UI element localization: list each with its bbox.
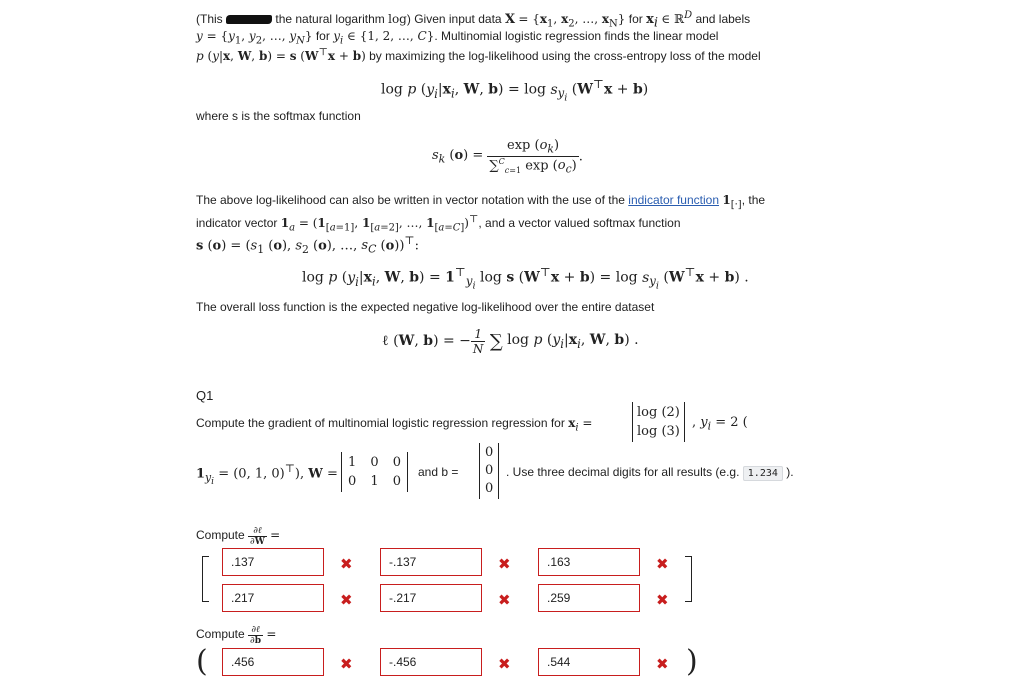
incorrect-icon: ✖ (656, 655, 669, 673)
grad-w-input-r1c3[interactable] (538, 548, 640, 576)
incorrect-icon: ✖ (498, 655, 511, 673)
vector-log-likelihood-equation: log p ($y_i|x_i$, W, $b) = 1^⊤_{y_i}$ log s $(W^⊤x + b) = \log s_{y_i}$ (W⊤x + b) . (302, 265, 749, 292)
matrix-right-bracket (685, 556, 692, 602)
example-code: 1.234 (743, 466, 783, 481)
instructions (506, 465, 794, 479)
incorrect-icon: ✖ (340, 655, 353, 673)
label-value: , $y_i = 2$ ( (692, 415, 748, 433)
vector-softmax-definition: s $(o) = (s_1$ (o), $s_2$ (o), …, $s_C$ (o))⊤: (196, 234, 419, 256)
incorrect-icon: ✖ (340, 555, 353, 573)
loss-equation: ℓ (W, b) = − $\frac{1}{N}$ ∑ log p ($y_i|x_i$, W, b) . (382, 327, 639, 356)
grad-w-input-r1c2[interactable] (380, 548, 482, 576)
indicator-function-link[interactable]: indicator function (628, 193, 720, 207)
intro-line-3: p (y|x, W, b) = s (W⊤x + b) by maximizing the log-likelihood using the cross-entropy loss of the model (196, 47, 761, 63)
grad-b-input-2[interactable] (380, 648, 482, 676)
grad-w-input-r2c1[interactable] (222, 584, 324, 612)
intro-text: the natural logarithm (275, 12, 385, 26)
instructions-text: . Use three decimal digits for all results (e.g. (506, 465, 740, 479)
softmax-equation: $s_k$ (o) = $\frac{\exp (o_k)}{\sum^C_{c=1} \exp (o_c)}$ . (432, 138, 583, 176)
intro-text: for (628, 12, 643, 26)
intro-text: and labels (695, 12, 751, 26)
intro-line-1: (This the natural logarithm log) Given input data $X = \{x_1$, $x_2$, …, $x_N$} for $x_i$ ∈ ℝ$^D$ and labels (196, 10, 751, 31)
grad-b-input-1[interactable] (222, 648, 324, 676)
vector-text: , the (741, 193, 766, 207)
instructions-text: ). (786, 465, 794, 479)
intro-text: ) Given input data (406, 12, 502, 26)
intro-line-2: $y = \{y_1$, $y_2$, …, $y_N$} for $y_i$ ∈ {1, 2, …, C}. Multinomial logistic regression finds the linear model (196, 29, 719, 47)
vector-text: , and a vector valued softmax function (478, 216, 681, 230)
grad-w-input-r2c3[interactable] (538, 584, 640, 612)
compute-label: Compute (196, 627, 245, 642)
incorrect-icon: ✖ (340, 591, 353, 609)
grad-w-prompt: Compute $\frac{\text{∂ℓ}}{\partial W}$ = (196, 526, 281, 547)
overall-loss-text: The overall loss function is the expected negative log-likelihood over the entire dataset (196, 300, 655, 314)
input-vector-matrix: log (2) log (3) (632, 402, 685, 442)
matrix-left-bracket (202, 556, 209, 602)
vector-notation-line-2: indicator vector $1_a = (1_{[a=1]}$, $1_{[a=2]}$, …, $1_{[a=C]})^⊤$, and a vector valued softmax function (196, 214, 681, 234)
vector-left-paren: ( (196, 644, 208, 679)
intro-text: for (315, 29, 330, 43)
grad-b-prompt: Compute $\frac{\text{∂ℓ}}{\partial b}$ = (196, 625, 277, 646)
intro-text: . Multinomial logistic regression finds the linear model (434, 29, 719, 43)
vector-right-paren: ) (686, 644, 698, 679)
grad-w-input-r1c1[interactable] (222, 548, 324, 576)
vector-text: The above log-likelihood can also be written in vector notation with the use of the (196, 193, 625, 207)
and-b-label: and b = (418, 465, 459, 479)
question-text: Compute the gradient of multinomial logistic regression regression for (196, 416, 565, 430)
question-prompt: Compute the gradient of multinomial logistic regression regression for $x_i$ = (196, 416, 593, 434)
vector-notation-line-1: The above log-likelihood can also be written in vector notation with the use of the indicator function $1_{[\cdot]}$, the (196, 193, 766, 211)
compute-label: Compute (196, 528, 245, 543)
softmax-text: where s is the softmax function (196, 109, 361, 123)
grad-w-input-r2c2[interactable] (380, 584, 482, 612)
redacted-text (226, 15, 272, 24)
incorrect-icon: ✖ (498, 591, 511, 609)
bias-vector: 0 0 0 (479, 443, 499, 499)
log-likelihood-equation: log p ($y_i|x_i$, W, $b) = \log s_{y_i}$ (W⊤x + b) (381, 77, 649, 104)
intro-text: by maximizing the log-likelihood using the cross-entropy loss of the model (369, 49, 761, 63)
incorrect-icon: ✖ (656, 591, 669, 609)
intro-text: (This (196, 12, 223, 26)
grad-b-input-3[interactable] (538, 648, 640, 676)
question-label: Q1 (196, 388, 214, 403)
weight-matrix: 1 0 0 0 1 0 (341, 452, 408, 492)
incorrect-icon: ✖ (656, 555, 669, 573)
vector-text: indicator vector (196, 216, 278, 230)
indicator-vector-value: $1_{y_i} = (0$, 1, 0)⊤), W = (196, 462, 338, 488)
incorrect-icon: ✖ (498, 555, 511, 573)
